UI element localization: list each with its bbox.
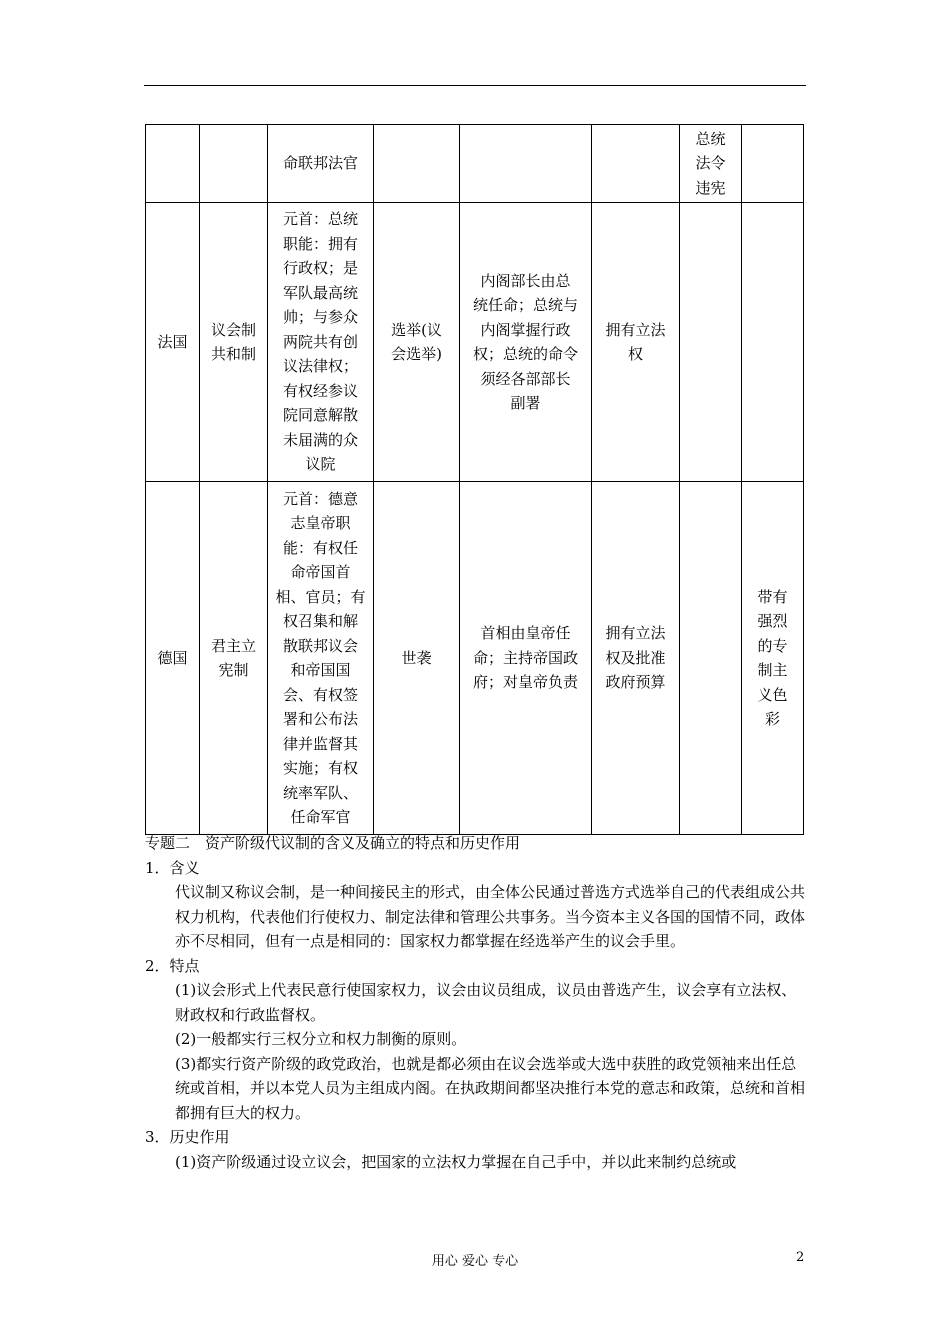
paragraph: (2)一般都实行三权分立和权力制衡的原则。 <box>175 1030 467 1048</box>
table-cell: 总统 法令 违宪 <box>680 125 742 203</box>
head-of-state-cell: 元首：德意 志皇帝职 能：有权任 命帝国首 相、官员；有 权召集和解 散联邦议会 和帝国国 会、有权签 署和公布法 律并监督其 实施；有权 统率军队、 任命军官 <box>268 482 374 835</box>
table-cell <box>374 125 460 203</box>
paragraph: 代议制又称议会制，是一种间接民主的形式，由全体公民通过普选方式选举自己的代表组成公共权力机构，代表他们行使权力、制定法律和管理公共事务。当今资本主义各国的国情不同，政体亦不尽相同，但有一点是相同的：国家权力都掌握在经选举产生的议会手里。 <box>175 883 806 950</box>
page-number: 2 <box>796 1250 805 1265</box>
section-body <box>145 831 810 1174</box>
note-cell: 带有 强烈 的专 制主 义色 彩 <box>742 482 804 835</box>
heading-features: 2．特点 <box>145 956 200 975</box>
paragraph: (3)都实行资产阶级的政党政治，也就是都必须由在议会选举或大选中获胜的政党领袖来出任总统或首相，并以本党人员为主组成内阁。在执政期间都坚决推行本党的意志和政策，总统和首相都拥有巨大的权力。 <box>175 1054 806 1122</box>
heading-meaning: 1．含义 <box>145 858 200 877</box>
origin-cell: 选举(议 会选举) <box>374 203 460 482</box>
table-row <box>146 203 804 482</box>
table-row <box>146 125 804 203</box>
table-cell: 命联邦法官 <box>268 125 374 203</box>
header-rule <box>144 85 806 86</box>
table-cell <box>742 125 804 203</box>
table-cell <box>742 203 804 482</box>
table-cell <box>680 203 742 482</box>
table-cell <box>592 125 680 203</box>
head-of-state-cell: 元首：总统 职能：拥有 行政权；是 军队最高统 帅；与参众 两院共有创 议法律权； 有权经参议 院同意解散 未届满的众 议院 <box>268 203 374 482</box>
table-row <box>146 482 804 835</box>
country-cell: 德国 <box>146 482 200 835</box>
paragraph: (1)资产阶级通过设立议会，把国家的立法权力掌握在自己手中，并以此来制约总统或 <box>175 1152 737 1171</box>
cabinet-cell: 内阁部长由总 统任命；总统与 内阁掌握行政 权；总统的命令 须经各部部长 副署 <box>460 203 592 482</box>
comparison-table <box>145 124 804 835</box>
table-cell <box>146 125 200 203</box>
heading-history: 3．历史作用 <box>145 1128 230 1146</box>
table-cell <box>200 125 268 203</box>
system-cell: 君主立 宪制 <box>200 482 268 835</box>
footer-text: 用心 爱心 专心 <box>431 1254 519 1269</box>
system-cell: 议会制 共和制 <box>200 203 268 482</box>
country-cell: 法国 <box>146 203 200 482</box>
parliament-cell: 拥有立法 权及批准 政府预算 <box>592 482 680 835</box>
parliament-cell: 拥有立法 权 <box>592 203 680 482</box>
paragraph: (1)议会形式上代表民意行使国家权力，议会由议员组成，议员由普选产生，议会享有立法权、财政权和行政监督权。 <box>175 981 797 1024</box>
table-cell <box>460 125 592 203</box>
table-cell <box>680 482 742 835</box>
origin-cell: 世袭 <box>374 482 460 835</box>
section-title: 专题二 资产阶级代议制的含义及确立的特点和历史作用 <box>145 834 521 852</box>
cabinet-cell: 首相由皇帝任 命；主持帝国政 府；对皇帝负责 <box>460 482 592 835</box>
